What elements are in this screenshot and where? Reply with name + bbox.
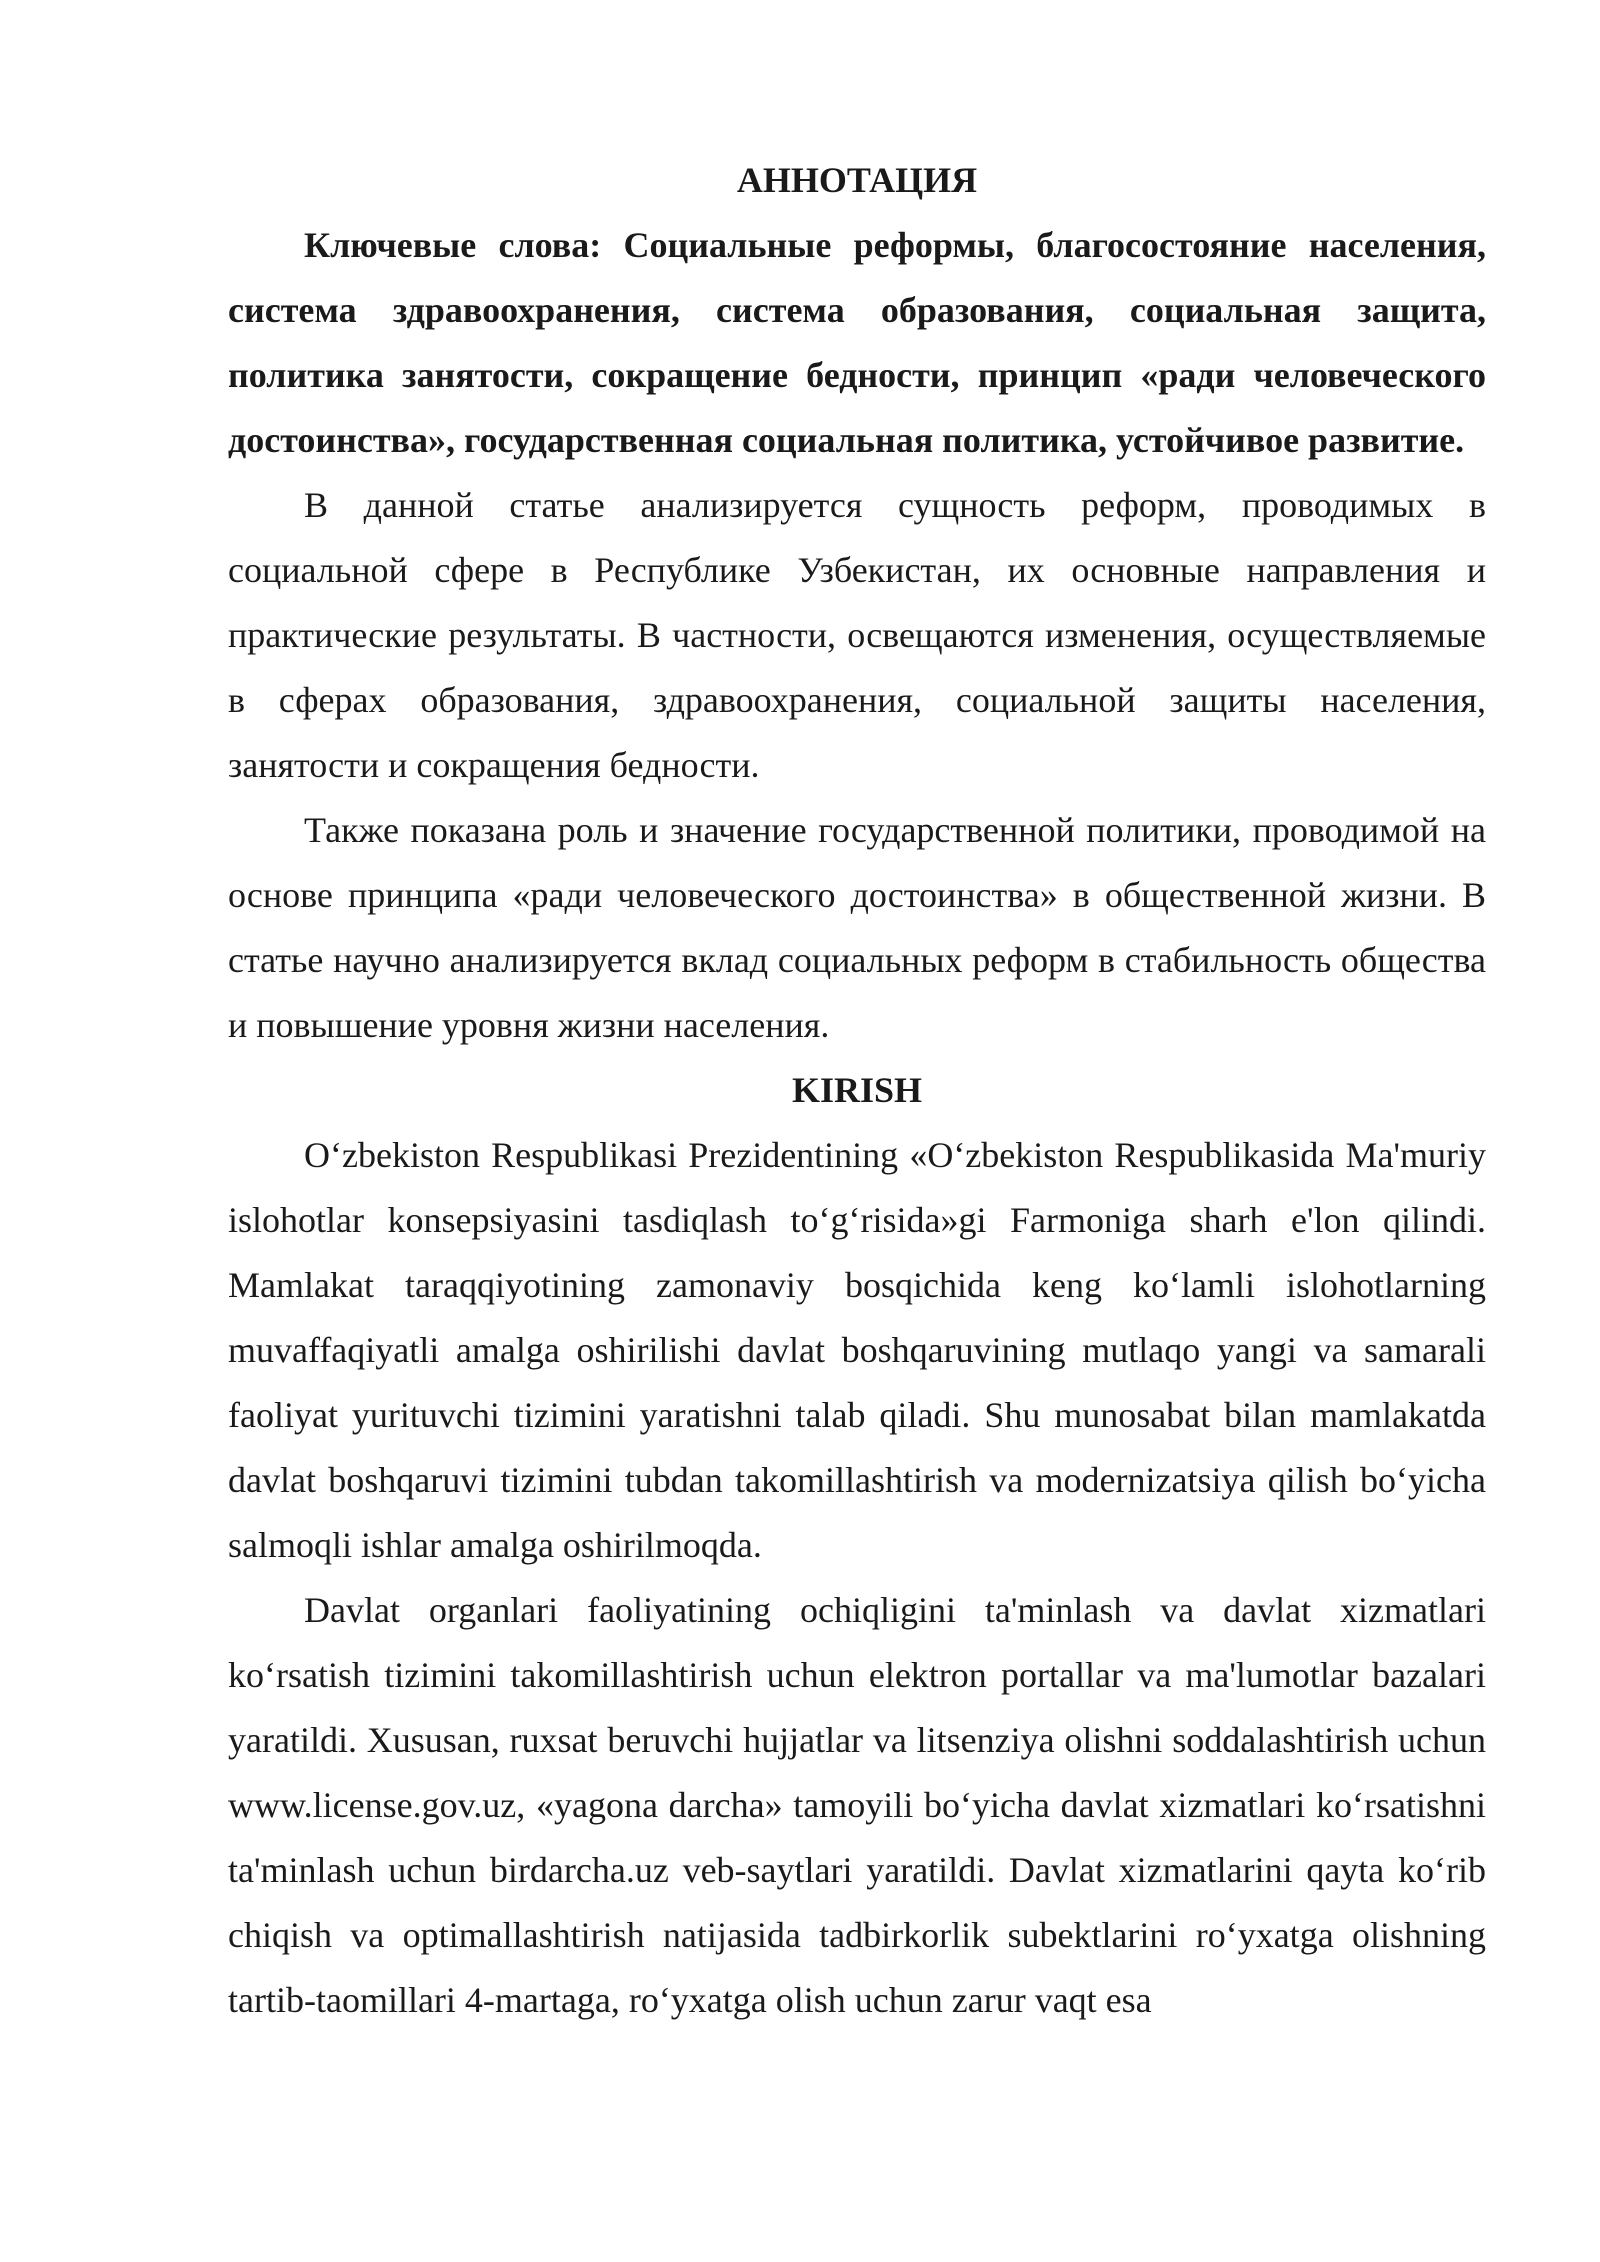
introduction-paragraph-2: Davlat organlari faoliyatining ochiqligini ta'minlash va davlat xizmatlari ko‘rsatish tizimini takomillashtirish uchun elektron portallar va ma'lumotlar bazalari yaratildi. Xususan, ruxsat beruvchi hujjatlar va litsenziya olishni soddalashtirish uchun www.license.gov.uz, «yagona darcha» tamoyili bo‘yicha davlat xizmatlari ko‘rsatishni ta'minlash uchun birdarcha.uz veb-saytlari yaratildi. Davlat xizmatlarini qayta ko‘rib chiqish va optimallashtirish natijasida tadbirkorlik subektlarini ro‘yxatga olishning tartib-taomillari 4-martaga, ro‘yxatga olish uchun zarur vaqt esa [228, 1590, 1486, 2020]
annotation-heading: АННОТАЦИЯ [736, 160, 978, 200]
annotation-paragraph-2: Также показана роль и значение государственной политики, проводимой на основе принципа «ради человеческого достоинства» в общественной жизни. В статье научно анализируется вклад социальных реформ в стабильность общества и повышение уровня жизни населения. [228, 810, 1486, 1045]
document-page [228, 148, 1486, 2033]
keywords-paragraph: Ключевые слова: Социальные реформы, благосостояние населения, система здравоохранения, система образования, социальная защита, политика занятости, сокращение бедности, принцип «ради человеческого достоинства», государственная социальная политика, устойчивое развитие. [228, 225, 1486, 460]
introduction-paragraph-1: O‘zbekiston Respublikasi Prezidentining «O‘zbekiston Respublikasida Ma'muriy islohotlar konsepsiyasini tasdiqlash to‘g‘risida»gi Farmoniga sharh e'lon qilindi. Mamlakat taraqqiyotining zamonaviy bosqichida keng ko‘lamli islohotlarning muvaffaqiyatli amalga oshirilishi davlat boshqaruvining mutlaqo yangi va samarali faoliyat yurituvchi tizimini yaratishni talab qiladi. Shu munosabat bilan mamlakatda davlat boshqaruvi tizimini tubdan takomillashtirish va modernizatsiya qilish bo‘yicha salmoqli ishlar amalga oshirilmoqda. [228, 1135, 1486, 1565]
introduction-heading: KIRISH [791, 1070, 923, 1110]
annotation-paragraph-1: В данной статье анализируется сущность реформ, проводимых в социальной сфере в Республике Узбекистан, их основные направления и практические результаты. В частности, освещаются изменения, осуществляемые в сферах образования, здравоохранения, социальной защиты населения, занятости и сокращения бедности. [228, 485, 1486, 785]
